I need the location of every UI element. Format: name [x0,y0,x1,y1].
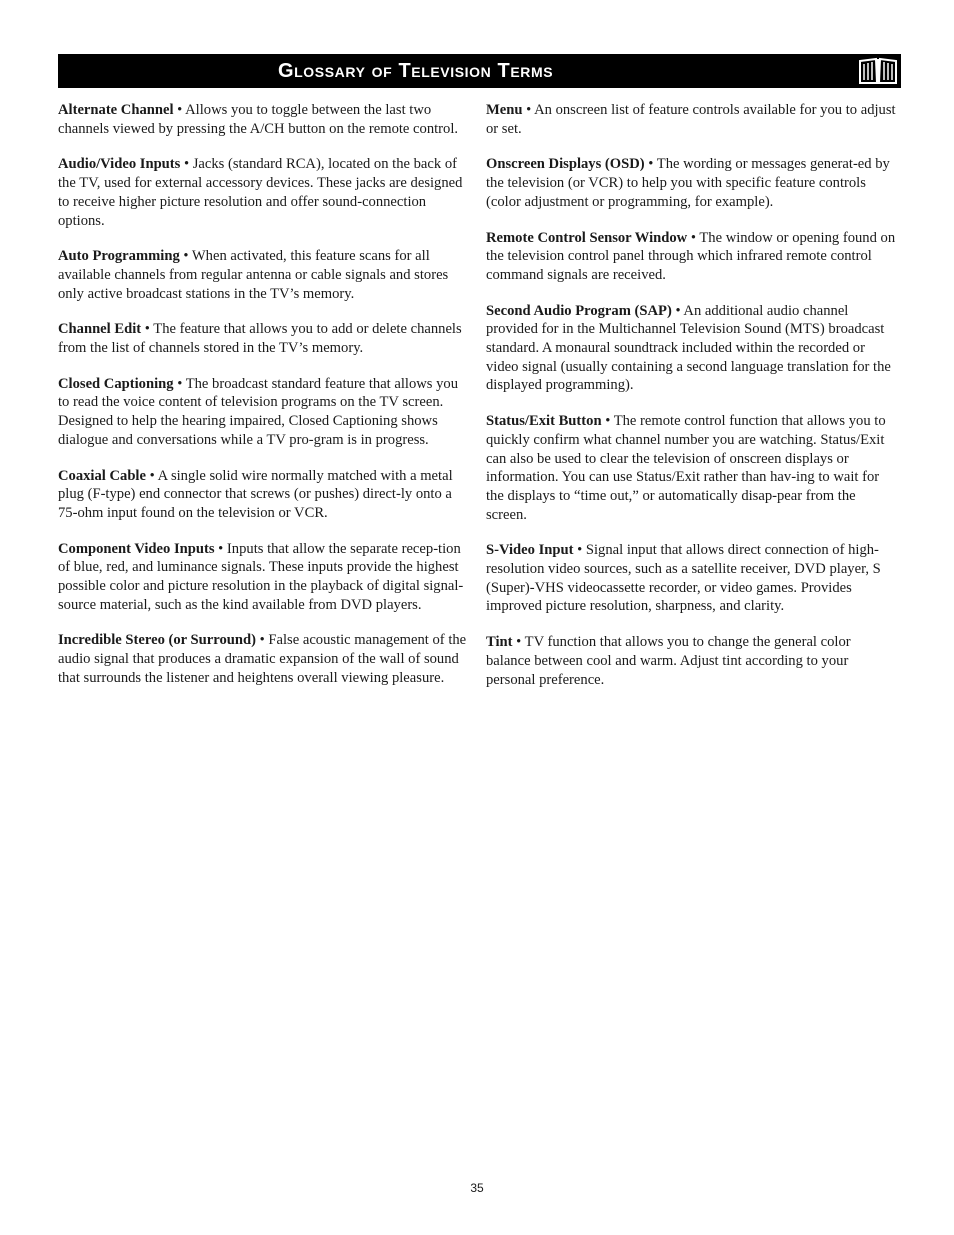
glossary-definition: • An onscreen list of feature controls available for you to adjust or set. [486,102,896,137]
glossary-entry [486,101,896,138]
glossary-term: Alternate Channel [58,102,174,118]
glossary-entry [58,467,468,523]
glossary-term: Onscreen Displays (OSD) [486,156,645,173]
glossary-term: Second Audio Program (SAP) [486,302,672,319]
glossary-entry [486,155,896,211]
left-column [58,101,468,705]
glossary-definition: • TV function that allows you to change the general color balance between cool and warm. Adjust tint according to your personal preference. [486,634,851,688]
glossary-term: Audio/Video Inputs [58,156,181,173]
glossary-entry [58,375,468,450]
right-column [486,101,896,706]
glossary-definition: • Signal input that allows direct connection of high-resolution video sources, such as a satellite receiver, DVD player, S (Super)-VHS videocassette recorder, or video games. Provides improved picture resolution, sharpness, and clarity. [486,542,881,615]
glossary-entry [58,155,468,230]
glossary-entry [486,633,896,689]
glossary-definition: • False acoustic management of the audio signal that produces a dramatic expansion of the wall of sound that surrounds the listener and heightens overall viewing pleasure. [58,632,467,686]
glossary-definition: • The remote control function that allows you to quickly confirm what channel number you are watching. Status/Exit can also be used to clear the television of onscreen displays or information. You can use Status/Exit rather than hav-ing to wait for the displays to “time out,” or automatically disap-pear from the screen. [486,413,886,523]
title-bar [58,54,901,88]
glossary-term: Component Video Inputs [58,540,215,557]
glossary-term: Menu [486,102,523,118]
page-number: 35 [470,1181,484,1195]
glossary-term: Auto Programming [58,248,180,265]
glossary-term: S-Video Input [486,542,574,559]
glossary-entry [58,631,468,687]
glossary-term: Closed Captioning [58,375,174,392]
glossary-entry [58,247,468,303]
glossary-definition: • The broadcast standard feature that allows you to read the voice content of television programs on the TV screen. Designed to help the hearing impaired, Closed Captioning shows dialogue and conversations while a TV pro-gram is in progress. [58,375,459,448]
glossary-entry [486,302,896,396]
glossary-definition: • An additional audio channel provided for in the Multichannel Television Sound (MTS) broadcast standard. A monaural soundtrack included within the recorded or video signal (usually containing a second language translation for the displayed programming). [486,302,891,394]
glossary-definition: • A single solid wire normally matched with a metal plug (F-type) end connector that screws (or pushes) direct-ly onto a 75-ohm input found on the television or VCR. [58,467,453,521]
glossary-entry [486,412,896,524]
glossary-definition: • Inputs that allow the separate recep-tion of blue, red, and luminance signals. These inputs provide the highest possible color and picture resolution in the playback of digital signal-source material, such as the kind available from DVD players. [58,540,464,613]
glossary-term: Status/Exit Button [486,413,602,430]
book-icon [857,56,899,86]
glossary-term: Channel Edit [58,321,142,338]
glossary-entry [486,229,896,285]
glossary-term: Coaxial Cable [58,467,146,484]
glossary-entry [58,320,468,357]
glossary-definition: • The window or opening found on the television control panel through which infrared remote control command signals are received. [486,229,896,283]
glossary-definition: • The wording or messages generat-ed by the television (or VCR) to help you with specific feature controls (color adjustment or programming, for example). [486,156,890,210]
glossary-definition: • The feature that allows you to add or delete channels from the list of channels stored in the TV’s memory. [58,321,462,357]
glossary-entry [58,101,468,138]
glossary-term: Remote Control Sensor Window [486,229,688,246]
glossary-definition: • Allows you to toggle between the last two channels viewed by pressing the A/CH button on the remote control. [58,102,459,137]
page-title: Glossary of Television Terms [278,60,554,82]
glossary-definition: • When activated, this feature scans for all available channels from regular antenna or cable signals and stores only active broadcast stations in the TV’s memory. [58,248,449,302]
glossary-entry [58,540,468,615]
glossary-definition: • Jacks (standard RCA), located on the back of the TV, used for external accessory devices. These jacks are designed to receive higher picture resolution and offer sound-connection options. [58,156,463,229]
glossary-term: Incredible Stereo (or Surround) [58,632,256,649]
glossary-entry [486,541,896,616]
glossary-term: Tint [486,634,513,651]
